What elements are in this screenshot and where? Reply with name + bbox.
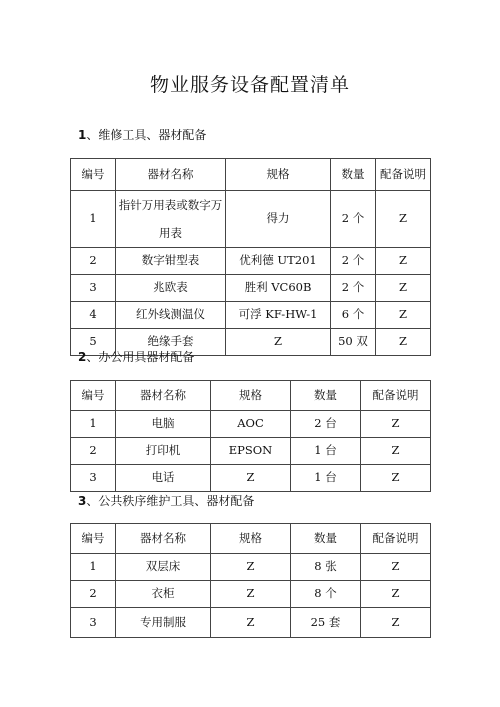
cell-note: Z bbox=[361, 581, 431, 608]
table-header-row bbox=[71, 381, 431, 411]
cell-name: 双层床 bbox=[116, 554, 211, 581]
cell-spec: 优利德 UT201 bbox=[226, 248, 331, 275]
cell-number: 3 bbox=[71, 275, 116, 302]
cell-spec: AOC bbox=[211, 411, 291, 438]
cell-spec: Z bbox=[226, 329, 331, 356]
cell-quantity: 25 套 bbox=[291, 608, 361, 638]
header-cell: 编号 bbox=[71, 524, 116, 554]
section-title: 、维修工具、器材配备 bbox=[86, 128, 207, 142]
security-equipment-table bbox=[70, 523, 431, 638]
cell-name: 数字钳型表 bbox=[116, 248, 226, 275]
cell-number: 3 bbox=[71, 465, 116, 492]
cell-quantity: 1 台 bbox=[291, 465, 361, 492]
header-cell: 配备说明 bbox=[361, 381, 431, 411]
maintenance-equipment-table bbox=[70, 158, 431, 356]
cell-name: 兆欧表 bbox=[116, 275, 226, 302]
cell-name: 电话 bbox=[116, 465, 211, 492]
table-row bbox=[71, 411, 431, 438]
cell-note: Z bbox=[361, 411, 431, 438]
cell-spec: Z bbox=[211, 465, 291, 492]
cell-quantity: 1 台 bbox=[291, 438, 361, 465]
cell-name: 打印机 bbox=[116, 438, 211, 465]
section-heading-security bbox=[78, 492, 254, 509]
table-row bbox=[71, 465, 431, 492]
cell-number: 1 bbox=[71, 191, 116, 248]
cell-number: 2 bbox=[71, 248, 116, 275]
cell-note: Z bbox=[376, 329, 431, 356]
header-cell: 规格 bbox=[211, 524, 291, 554]
cell-name: 绝缘手套 bbox=[116, 329, 226, 356]
cell-note: Z bbox=[376, 248, 431, 275]
header-cell: 数量 bbox=[291, 381, 361, 411]
header-cell: 配备说明 bbox=[361, 524, 431, 554]
cell-spec: 得力 bbox=[226, 191, 331, 248]
header-cell: 编号 bbox=[71, 381, 116, 411]
section-number: 1 bbox=[78, 128, 87, 142]
cell-name: 电脑 bbox=[116, 411, 211, 438]
cell-number: 2 bbox=[71, 438, 116, 465]
document-title: 物业服务设备配置清单 bbox=[149, 74, 350, 96]
table-row bbox=[71, 191, 431, 248]
header-cell: 配备说明 bbox=[376, 159, 431, 191]
table-row bbox=[71, 302, 431, 329]
cell-number: 2 bbox=[71, 581, 116, 608]
cell-quantity: 2 个 bbox=[331, 191, 376, 248]
cell-quantity: 2 台 bbox=[291, 411, 361, 438]
header-cell: 数量 bbox=[291, 524, 361, 554]
table-header-row bbox=[71, 524, 431, 554]
cell-number: 1 bbox=[71, 554, 116, 581]
header-cell: 数量 bbox=[331, 159, 376, 191]
table-row bbox=[71, 554, 431, 581]
section-title: 、公共秩序维护工具、器材配备 bbox=[86, 494, 255, 508]
table-row bbox=[71, 275, 431, 302]
cell-name: 红外线测温仪 bbox=[116, 302, 226, 329]
cell-note: Z bbox=[376, 191, 431, 248]
cell-number: 3 bbox=[71, 608, 116, 638]
cell-number: 5 bbox=[71, 329, 116, 356]
cell-note: Z bbox=[361, 608, 431, 638]
table-row bbox=[71, 248, 431, 275]
cell-spec: EPSON bbox=[211, 438, 291, 465]
cell-quantity: 2 个 bbox=[331, 275, 376, 302]
header-cell: 器材名称 bbox=[116, 524, 211, 554]
cell-name: 衣柜 bbox=[116, 581, 211, 608]
header-cell: 规格 bbox=[211, 381, 291, 411]
cell-quantity: 6 个 bbox=[331, 302, 376, 329]
header-cell: 器材名称 bbox=[116, 159, 226, 191]
cell-number: 1 bbox=[71, 411, 116, 438]
header-cell: 器材名称 bbox=[116, 381, 211, 411]
cell-quantity: 8 张 bbox=[291, 554, 361, 581]
cell-quantity: 8 个 bbox=[291, 581, 361, 608]
cell-note: Z bbox=[376, 302, 431, 329]
office-equipment-table bbox=[70, 380, 431, 492]
cell-name: 指针万用表或数字万用表 bbox=[116, 191, 226, 248]
section-number: 2 bbox=[78, 350, 87, 364]
table-row bbox=[71, 608, 431, 638]
table-row bbox=[71, 438, 431, 465]
cell-quantity: 50 双 bbox=[331, 329, 376, 356]
cell-spec: Z bbox=[211, 554, 291, 581]
header-cell: 编号 bbox=[71, 159, 116, 191]
section-number: 3 bbox=[78, 494, 87, 508]
section-heading-office bbox=[78, 348, 194, 365]
cell-spec: 胜利 VC60B bbox=[226, 275, 331, 302]
section-heading-maintenance bbox=[78, 126, 206, 143]
cell-spec: Z bbox=[211, 608, 291, 638]
table-row bbox=[71, 581, 431, 608]
cell-spec: 可浮 KF-HW-1 bbox=[226, 302, 331, 329]
cell-note: Z bbox=[376, 275, 431, 302]
cell-note: Z bbox=[361, 554, 431, 581]
cell-note: Z bbox=[361, 465, 431, 492]
cell-note: Z bbox=[361, 438, 431, 465]
header-cell: 规格 bbox=[226, 159, 331, 191]
cell-name: 专用制服 bbox=[116, 608, 211, 638]
section-title: 、办公用具器材配备 bbox=[86, 350, 195, 364]
table-header-row bbox=[71, 159, 431, 191]
cell-number: 4 bbox=[71, 302, 116, 329]
cell-quantity: 2 个 bbox=[331, 248, 376, 275]
cell-spec: Z bbox=[211, 581, 291, 608]
